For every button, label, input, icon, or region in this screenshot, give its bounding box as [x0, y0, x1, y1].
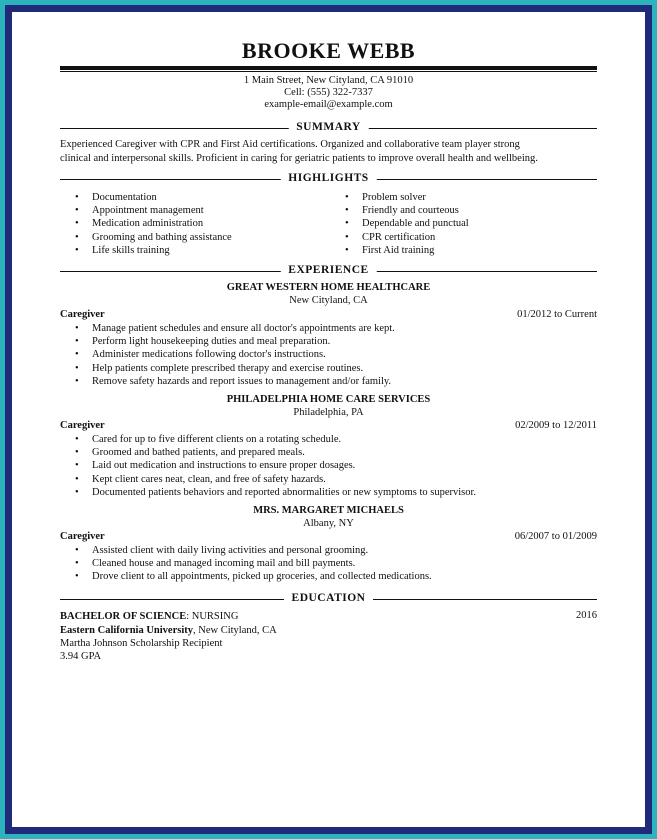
section-title: SUMMARY [288, 121, 368, 133]
list-item: • Friendly and courteous [345, 204, 469, 217]
education-gpa: 3.94 GPA [60, 651, 102, 662]
summary-line: Experienced Caregiver with CPR and First Aid certifications. Organized and collaborative team player strong [60, 139, 520, 150]
list-item: • Grooming and bathing assistance [75, 231, 232, 244]
contact-cell: Cell: (555) 322-7337 [284, 87, 373, 98]
job-location: Philadelphia, PA [293, 407, 364, 418]
job-location: New Cityland, CA [289, 295, 368, 306]
section-title: HIGHLIGHTS [280, 172, 376, 184]
section-title: EXPERIENCE [280, 264, 376, 276]
list-item: • Administer medications following doctor's instructions. [75, 348, 395, 361]
job-bullets [75, 433, 476, 499]
education-year: 2016 [576, 610, 597, 621]
list-item: • Cared for up to five different clients on a rotating schedule. [75, 433, 476, 446]
list-item: • Problem solver [345, 191, 469, 204]
list-item: • Cleaned house and managed incoming mail and bill payments. [75, 557, 432, 570]
list-item: • First Aid training [345, 244, 469, 257]
header-rule [60, 66, 597, 70]
job-employer: GREAT WESTERN HOME HEALTHCARE [226, 282, 431, 293]
list-item: • Laid out medication and instructions to ensure proper dosages. [75, 459, 476, 472]
job-title: Caregiver [60, 531, 105, 542]
list-item: • Appointment management [75, 204, 232, 217]
list-item: • Life skills training [75, 244, 232, 257]
job-dates: 06/2007 to 01/2009 [514, 531, 597, 542]
highlights-right-list [345, 191, 469, 257]
list-item: • Assisted client with daily living activities and personal grooming. [75, 544, 432, 557]
summary-text [60, 138, 600, 166]
summary-line: clinical and interpersonal skills. Proficient in caring for geriatric patients to improve overall health and wellbeing. [60, 153, 538, 164]
list-item: • Medication administration [75, 217, 232, 230]
list-item: • Kept client cares neat, clean, and free of safety hazards. [75, 473, 476, 486]
job-title: Caregiver [60, 420, 105, 431]
list-item: • Groomed and bathed patients, and prepared meals. [75, 446, 476, 459]
degree: BACHELOR OF SCIENCE [60, 611, 187, 622]
list-item: • CPR certification [345, 231, 469, 244]
school-name: Eastern California University [60, 625, 193, 636]
education-heading [60, 592, 597, 606]
job-employer: MRS. MARGARET MICHAELS [253, 505, 404, 516]
job-dates: 02/2009 to 12/2011 [515, 420, 597, 431]
education-school-line [60, 624, 277, 637]
education-scholarship: Martha Johnson Scholarship Recipient [60, 638, 223, 649]
contact-address: 1 Main Street, New Cityland, CA 91010 [243, 75, 414, 86]
contact-email: example-email@example.com [264, 99, 393, 110]
list-item: • Documentation [75, 191, 232, 204]
job-employer: PHILADELPHIA HOME CARE SERVICES [226, 394, 431, 405]
highlights-heading [60, 172, 597, 186]
list-item: • Documented patients behaviors and reported abnormalities or new symptoms to supervisor. [75, 486, 476, 499]
experience-heading [60, 264, 597, 278]
list-item: • Remove safety hazards and report issues to management and/or family. [75, 375, 395, 388]
summary-heading [60, 121, 597, 135]
highlights-left-list [75, 191, 232, 257]
list-item: • Manage patient schedules and ensure all doctor's appointments are kept. [75, 322, 395, 335]
job-bullets [75, 544, 432, 584]
job-dates: 01/2012 to Current [517, 309, 597, 320]
header-rule-thin [60, 71, 597, 72]
school-location: , New Cityland, CA [193, 625, 277, 636]
education-degree-line [60, 610, 238, 623]
list-item: • Help patients complete prescribed therapy and exercise routines. [75, 362, 395, 375]
job-title: Caregiver [60, 309, 105, 320]
candidate-name: BROOKE WEBB [241, 38, 416, 63]
section-title: EDUCATION [284, 592, 374, 604]
list-item: • Drove client to all appointments, picked up groceries, and collected medications. [75, 570, 432, 583]
job-location: Albany, NY [303, 518, 354, 529]
major: : NURSING [186, 611, 239, 622]
job-bullets [75, 322, 395, 388]
list-item: • Dependable and punctual [345, 217, 469, 230]
list-item: • Perform light housekeeping duties and meal preparation. [75, 335, 395, 348]
